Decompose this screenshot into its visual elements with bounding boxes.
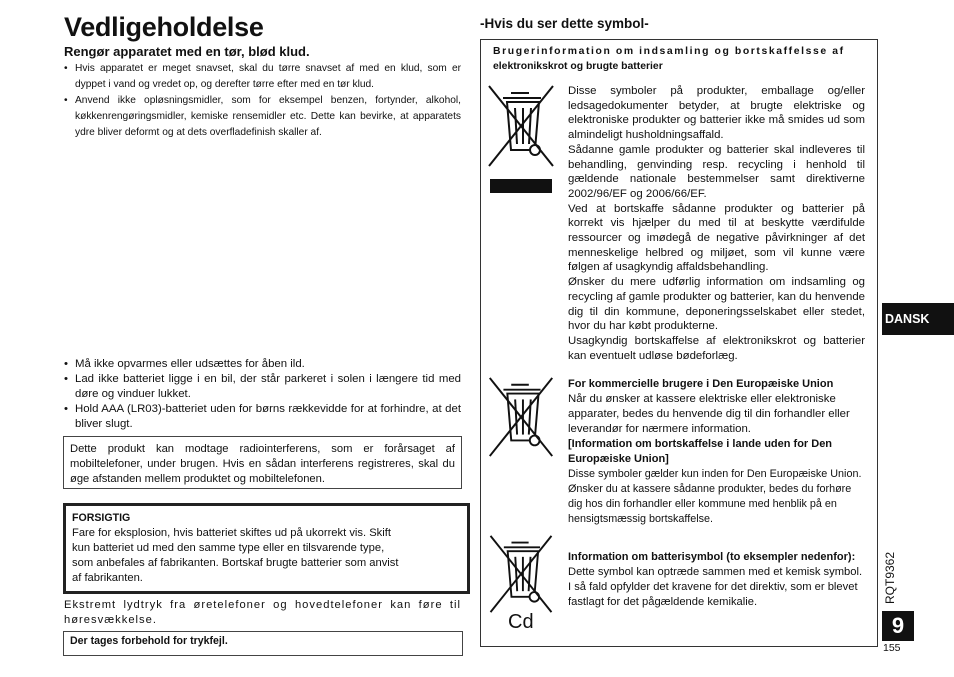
caution-line: Fare for eksplosion, hvis batteriet skiftes ud på ukorrekt vis. Skift bbox=[72, 527, 391, 539]
battery-list bbox=[64, 357, 461, 432]
paragraph: Ved at bortskaffe sådanne produkter og batterier på korrekt vis hjælper du med til at beskytte værdifulde ressourcer og imødegå de negative påvirkninger af det menneskelige helbred og miljøet, som vil kunne være følgen af usagkyndig affaldsbehandling. bbox=[568, 202, 865, 274]
language-tab: DANSK bbox=[882, 303, 954, 335]
disposal-section-commercial bbox=[568, 377, 865, 527]
outside-eu-heading: [Information om bortskaffelse i lande uden for Den Europæiske Union] bbox=[568, 438, 833, 465]
hearing-warning-text: Ekstremt lydtryk fra øretelefoner og hovedtelefoner kan føre til høresvækkelse. bbox=[64, 599, 461, 626]
symbol-heading: -Hvis du ser dette symbol- bbox=[480, 16, 649, 31]
cleaning-heading: Rengør apparatet med en tør, blød klud. bbox=[64, 44, 310, 59]
paragraph: Dette symbol kan optræde sammen med et kemisk symbol. I så fald opfylder det kravene for det direktiv, som er blevet fastlagt for det pågældende kemikalie. bbox=[568, 566, 863, 608]
paragraph: Disse symboler gælder kun inden for Den Europæiske Union. Ønsker du at kassere sådanne produkter, bedes du forhøre dig hos din forhandler eller kommune med henblik på en hensigtsmæssig bortskaffelse. bbox=[568, 468, 862, 525]
list-item: • Anvend ikke opløsningsmidler, som for eksempel benzen, fortynder, alkohol, køkkenrengøringsmidler, kemiske rensemidler etc. Dette kan bevirke, at apparatets ydre bliver deformt og at dets overfladefinish skaller af. bbox=[64, 93, 461, 141]
paragraph: Usagkyndig bortskaffelse af elektronikskrot og batterier kan eventuelt udløse bødeforlæg. bbox=[568, 334, 865, 362]
radio-interference-notice: Dette produkt kan modtage radiointerferens, som er forårsaget af mobiltelefoner, under brugen. Hvis en sådan interferens registreres, skal du øge afstanden mellem produktet og mobiltelefonen. bbox=[63, 436, 462, 489]
list-item: • Lad ikke batteriet ligge i en bil, der står parkeret i solen i længere tid med døre og vinduer lukket. bbox=[64, 372, 461, 402]
caution-line: som anbefales af fabrikanten. Bortskaf brugte batterier som anvist bbox=[72, 557, 399, 569]
battery-symbol-heading: Information om batterisymbol (to eksempler nedenfor): bbox=[568, 551, 856, 563]
page-title: Vedligeholdelse bbox=[64, 12, 264, 42]
paragraph: Disse symboler på produkter, emballage og/eller ledsagedokumenter betyder, at brugte elektriske og elektroniske produkter og batterier ikke må smides ud som almindeligt husholdningsaffald. bbox=[568, 85, 865, 142]
disposal-title-line: Brugerinformation om indsamling og bortskaffelsse af bbox=[493, 46, 845, 57]
commercial-heading: For kommercielle brugere i Den Europæiske Union bbox=[568, 378, 834, 390]
caution-heading: FORSIGTIG bbox=[72, 512, 131, 524]
chemical-symbol: Cd bbox=[508, 611, 534, 633]
crossed-bin-icon bbox=[487, 534, 555, 614]
disposal-section-battery-symbol bbox=[568, 550, 865, 610]
caution-box bbox=[63, 503, 470, 594]
list-item: • Hold AAA (LR03)-batteriet uden for børns rækkevidde for at forhindre, at det bliver slugt. bbox=[64, 402, 461, 432]
crossed-bin-icon bbox=[487, 376, 555, 458]
page-number: 155 bbox=[883, 642, 901, 654]
document-code-text: RQT9362 bbox=[883, 551, 897, 605]
disposal-box-title bbox=[493, 44, 873, 74]
caution-line: kun batteriet ud med den samme type eller en tilsvarende type, bbox=[72, 542, 385, 554]
caution-line: af fabrikanten. bbox=[72, 572, 143, 584]
document-code bbox=[872, 548, 908, 608]
paragraph: Sådanne gamle produkter og batterier skal indleveres til behandling, genvinding resp. recycling i henhold til gældende nationale bestemmelser samt direktiverne 2002/96/EF og 2006/66/EF. bbox=[568, 143, 865, 200]
section-number: 9 bbox=[882, 611, 914, 641]
list-item: • Må ikke opvarmes eller udsættes for åben ild. bbox=[64, 357, 461, 372]
cleaning-list bbox=[64, 61, 461, 141]
print-reservation: Der tages forbehold for trykfejl. bbox=[63, 631, 463, 656]
paragraph: Ønsker du mere udførlig information om indsamling og recycling af gamle produkter og batterier, kan du henvende dig til din kommune, deponeringsselskabet eller stedet, hvor du har købt produkterne. bbox=[568, 276, 865, 333]
disposal-title-line: elektronikskrot og brugte batterier bbox=[493, 61, 663, 72]
crossed-bin-icon bbox=[487, 84, 555, 168]
separator-bar bbox=[490, 179, 552, 193]
hearing-warning bbox=[64, 598, 461, 628]
paragraph: Når du ønsker at kassere elektriske eller elektroniske apparater, bedes du henvende dig til din forhandler eller leverandør for nærmere information. bbox=[568, 393, 850, 435]
disposal-section-general bbox=[568, 84, 865, 363]
list-item: • Hvis apparatet er meget snavset, skal du tørre snavset af med en klud, som er dyppet i vand og vredet op, og derefter tørre efter med en tør klud. bbox=[64, 61, 461, 93]
